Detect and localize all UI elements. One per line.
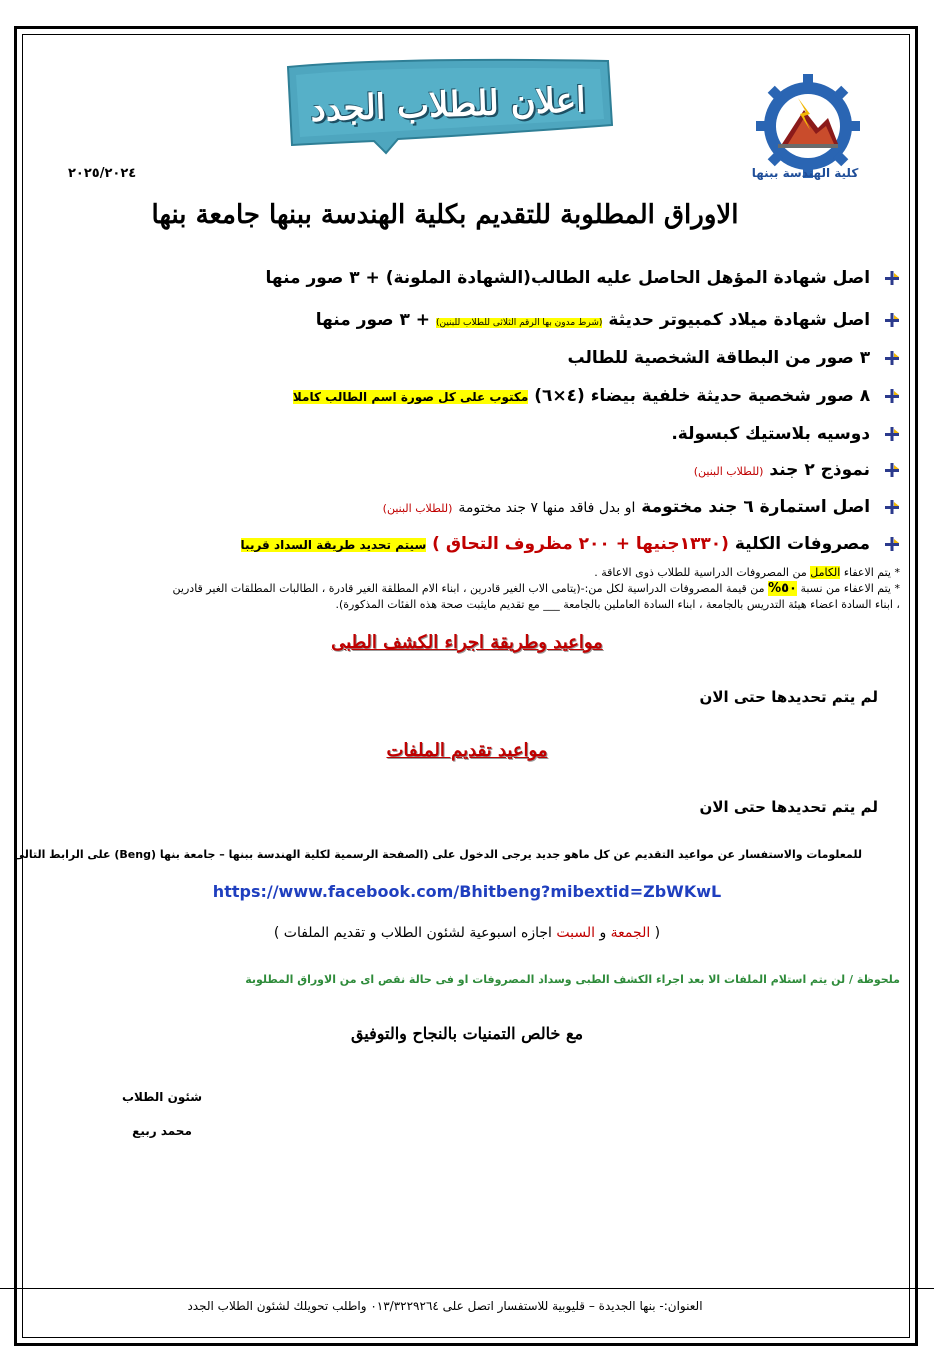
note-line [30,582,900,596]
star-bullet-icon [882,311,902,329]
requirement-item [62,497,902,517]
holiday-friday: الجمعة [610,925,651,941]
holiday-line [0,925,934,941]
star-bullet-icon [882,425,902,443]
note-text: * يتم الاعفاء [843,566,900,579]
note-text: من المصروفات الدراسية للطلاب ذوى الاعاقة . [594,566,807,579]
note-highlight: الكامل [810,566,841,579]
requirement-item [62,534,902,554]
requirement-text: ٣ صور من البطاقة الشخصية للطالب [567,348,871,368]
fees-amount: (١٣٣٠جنيها + ٢٠٠ مظروف التحاق ) [432,534,729,554]
star-bullet-icon [882,387,902,405]
note-line: ، ابناء السادة اعضاء هيئة التدريس بالجامعة ، ابناء السادة العاملين بالجامعة ___ مع تقديم مايثبت صحة هذه الفئات المذكورة). [335,598,900,611]
document-date: ٢٠٢٥/٢٠٢٤ [68,166,137,181]
holiday-rest: اجازه اسبوعية لشئون الطلاب و تقديم الملفات ) [273,925,552,941]
requirement-note: مكتوب على كل صورة اسم الطالب كاملا [292,390,529,404]
star-bullet-icon [882,461,902,479]
requirement-text: ٨ صور شخصية حديثة خلفية بيضاء (٤×٦) [534,386,871,406]
page-title: الاوراق المطلوبة للتقديم بكلية الهندسة ببنها جامعة بنها [151,200,739,230]
footer-address: العنوان:- بنها الجديدة – قليوبية للاستفسار اتصل على ٠١٣/٣٢٢٩٢٦٤ واطلب تحويلك لشئون الطلاب الجدد [187,1299,703,1313]
star-bullet-icon [882,535,902,553]
files-section-title: مواعيد تقديم الملفات [386,740,548,761]
requirement-item [62,310,902,330]
note-text: من قيمة المصروفات الدراسية لكل من:-(يتامى الاب الغير قادرين ، ابناء الام المطلقة الغير قادرة ، الطالبات المطلقات الغير قادرين [172,582,765,595]
signature-name: محمد ربيع [132,1124,192,1138]
holiday-saturday: السبت [556,925,595,941]
requirement-text: اصل استمارة ٦ جند مختومة [641,497,871,517]
holiday-and: و [599,925,607,941]
footer-divider [0,1288,934,1289]
requirement-note: (شرط مدون بها الرقم الثلاثى للطلاب للبنين) [435,318,603,328]
logo-caption: كلية الهندسة ببنها [751,166,859,180]
requirement-item [62,348,902,368]
star-bullet-icon [882,498,902,516]
requirement-tail: + ٣ صور منها [315,310,431,330]
requirement-item [62,268,902,288]
requirement-mid: او بدل فاقد منها ٧ جند مختومة [458,500,636,516]
requirement-note: سيتم تحديد طريقة السداد قريبا [240,538,427,552]
info-text: للمعلومات والاستفسار عن مواعيد التقديم عن كل ماهو جديد يرجى الدخول على (الصفحة الرسمية لكلية الهندسة ببنها – جامعة بنها (Beng) على الرابط التالى [13,848,862,861]
requirement-note: (للطلاب البنين) [693,465,764,478]
note-highlight: ٥٠% [768,581,797,596]
files-status: لم يتم تحديدها حتى الان [699,798,878,816]
remark: ملحوظة / لن يتم استلام الملفات الا بعد اجراء الكشف الطبى وسداد المصروفات او فى حالة نقص اى من الاوراق المطلوبة [245,973,900,986]
requirement-note: (للطلاب البنين) [382,502,453,515]
requirement-item [62,424,902,444]
requirement-text: نموذج ٢ جند [769,460,871,480]
requirement-text: دوسيه بلاستيك كبسولة. [671,424,871,444]
medical-section-title: مواعيد وطريقة اجراء الكشف الطبى [331,632,603,653]
star-bullet-icon [882,269,902,287]
banner-title: اعلان للطلاب الجدد [309,80,587,130]
requirement-text: مصروفات الكلية [734,534,871,554]
requirement-item [62,460,902,480]
signature-dept: شئون الطلاب [121,1090,203,1104]
note-line [30,566,900,580]
announcement-banner [278,55,618,155]
note-text: * يتم الاعفاء من نسبة [800,582,900,595]
wishes: مع خالص التمنيات بالنجاح والتوفيق [350,1024,584,1043]
holiday-paren: ( [654,925,661,941]
requirement-text: اصل شهادة ميلاد كمبيوتر حديثة [608,310,871,330]
requirement-item [62,386,902,406]
medical-status: لم يتم تحديدها حتى الان [699,688,878,706]
star-bullet-icon [882,349,902,367]
facebook-link[interactable]: https://www.facebook.com/Bhitbeng?mibextid=ZbWKwL [212,882,722,901]
requirement-text: اصل شهادة المؤهل الحاصل عليه الطالب(الشهادة الملونة) + ٣ صور منها [265,268,871,288]
